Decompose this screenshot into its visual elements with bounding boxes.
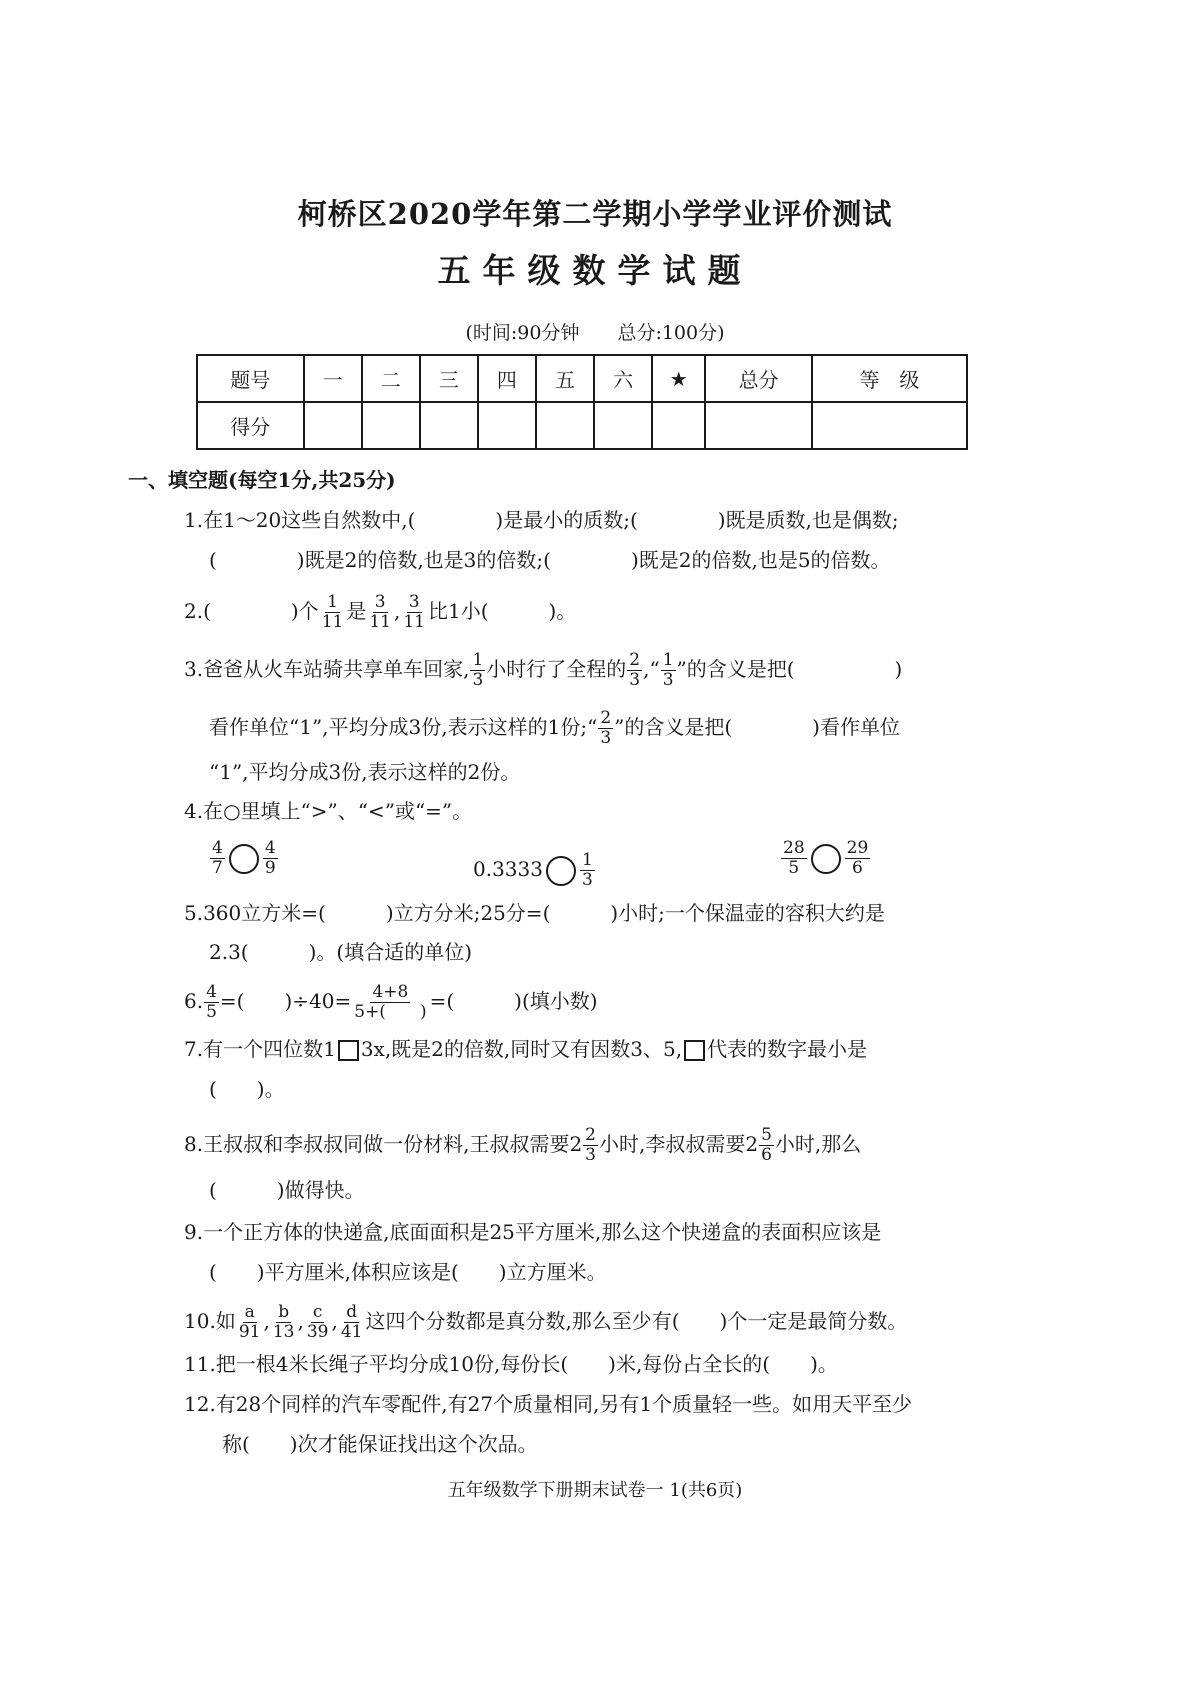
score-blank xyxy=(536,402,594,449)
fraction: $\frac{4}{9}$ xyxy=(264,838,276,878)
question-11: 11.把一根4米长绳子平均分成10份,每份长( )米,每份占全长的( )。 xyxy=(184,1352,838,1376)
question-1-line-1: 1.在1～20这些自然数中,( )是最小的质数;( )既是质数,也是偶数; xyxy=(184,508,899,532)
score-table-header-row xyxy=(197,355,967,402)
exam-subtitle: 五年级数学试题 xyxy=(437,251,753,290)
question-1-line-2: ( )既是2的倍数,也是3的倍数;( )既是2的倍数,也是5的倍数。 xyxy=(209,548,891,572)
question-8-line-2: ( )做得快。 xyxy=(209,1178,365,1202)
fraction: $\frac{5}{6}$ xyxy=(761,1125,772,1165)
score-cell: 一 xyxy=(304,355,362,402)
fraction: $\frac{3}{11}$ xyxy=(403,592,425,632)
question-3-line-2: 看作单位“1”,平均分成3份,表示这样的1份;“ $\frac{2}{3}$ ”的含义是把( )看作单位 xyxy=(209,708,900,748)
exam-title: 柯桥区2020学年第二学期小学学业评价测试 xyxy=(297,197,893,231)
question-12-line-2: 称( )次才能保证找出这个次品。 xyxy=(222,1432,538,1456)
score-blank xyxy=(594,402,652,449)
fraction: $\frac{4}{7}$ xyxy=(212,838,223,878)
score-cell: 四 xyxy=(478,355,536,402)
compare-item-2: 0.3333 $\frac{1}{3}$ xyxy=(473,850,593,890)
fraction: $\frac{1}{3}$ xyxy=(472,650,484,690)
score-table-score-row xyxy=(197,402,967,449)
question-3-line-3: “1”,平均分成3份,表示这样的2份。 xyxy=(209,760,521,784)
fraction: $\frac{1}{3}$ xyxy=(581,850,593,890)
time-info: (时间:90分钟 总分:100分) xyxy=(465,322,725,344)
score-blank xyxy=(362,402,420,449)
blank-box-icon xyxy=(684,1040,705,1061)
fraction: $\frac{4}{5}$ xyxy=(206,982,217,1022)
section-heading: 一、填空题(每空1分,共25分) xyxy=(128,468,396,492)
score-cell: 五 xyxy=(536,355,594,402)
compare-item-1 xyxy=(209,840,279,877)
blank-box-icon xyxy=(338,1040,359,1061)
score-blank xyxy=(812,402,967,449)
score-blank xyxy=(304,402,362,449)
question-9-line-2: ( )平方厘米,体积应该是( )立方厘米。 xyxy=(209,1260,607,1284)
fraction: $\frac{29}{6}$ xyxy=(846,838,869,878)
question-6: 6. $\frac{4}{5}$ =( )÷40= $\frac{4+8}{5+( )}$ =( )(填小数) xyxy=(184,982,598,1022)
question-2: 2.( )个 $\frac{1}{11}$ 是 $\frac{3}{11}$ , $\frac{3}{11}$ 比1小( )。 xyxy=(184,592,577,632)
compare-circle-icon xyxy=(546,856,576,886)
question-7-line-1: 7.有一个四位数1 3x,既是2的倍数,同时又有因数3、5, 代表的数字最小是 xyxy=(184,1037,868,1061)
question-10: 10.如 $\frac{a}{91}$ , $\frac{b}{13}$ , $\frac{c}{39}$ , $\frac{d}{41}$ 这四个分数都是真分数,那么至少有( )个一定是最简分数。 xyxy=(184,1302,908,1342)
score-cell: 等 级 xyxy=(812,355,967,402)
fraction: $\frac{2}{3}$ xyxy=(600,708,612,748)
score-cell: 题号 xyxy=(197,355,304,402)
fraction: $\frac{2}{3}$ xyxy=(629,650,641,690)
fraction: $\frac{28}{5}$ xyxy=(783,838,805,878)
fraction: $\frac{1}{11}$ xyxy=(321,592,344,632)
compare-item-3 xyxy=(780,840,871,877)
fraction: $\frac{1}{3}$ xyxy=(662,650,674,690)
question-5-line-1: 5.360立方米=( )立方分米;25分=( )小时;一个保温壶的容积大约是 xyxy=(184,901,885,925)
score-cell: 二 xyxy=(362,355,420,402)
score-blank xyxy=(420,402,478,449)
question-5-line-2: 2.3( )。(填合适的单位) xyxy=(209,940,473,964)
fraction: $\frac{c}{39}$ xyxy=(306,1302,329,1342)
score-cell: 三 xyxy=(420,355,478,402)
score-blank xyxy=(478,402,536,449)
fraction: $\frac{d}{41}$ xyxy=(340,1302,363,1342)
question-9-line-1: 9.一个正方体的快递盒,底面面积是25平方厘米,那么这个快递盒的表面积应该是 xyxy=(184,1220,882,1244)
star-icon: ★ xyxy=(652,355,705,402)
question-7-line-2: ( )。 xyxy=(209,1077,285,1101)
score-cell: 六 xyxy=(594,355,652,402)
score-table xyxy=(196,354,968,450)
score-blank xyxy=(652,402,705,449)
fraction: $\frac{4+8}{5+( )}$ xyxy=(354,982,427,1022)
compare-circle-icon xyxy=(811,844,841,874)
score-cell: 总分 xyxy=(705,355,812,402)
fraction: $\frac{3}{11}$ xyxy=(369,592,391,632)
fraction: $\frac{b}{13}$ xyxy=(272,1302,295,1342)
question-12-line-1: 12.有28个同样的汽车零配件,有27个质量相同,另有1个质量轻一些。如用天平至少 xyxy=(184,1392,913,1416)
question-4: 4.在○里填上“>”、“<”或“=”。 xyxy=(184,799,473,823)
score-cell: 得分 xyxy=(197,402,304,449)
score-blank xyxy=(705,402,812,449)
fraction: $\frac{a}{91}$ xyxy=(238,1302,261,1342)
compare-circle-icon xyxy=(229,844,259,874)
fraction: $\frac{2}{3}$ xyxy=(585,1125,596,1165)
page-footer: 五年级数学下册期末试卷一 1(共6页) xyxy=(447,1480,743,1501)
question-8-line-1: 8.王叔叔和李叔叔同做一份材料,王叔叔需要2 $\frac{2}{3}$ 小时,李叔叔需要2 $\frac{5}{6}$ 小时,那么 xyxy=(184,1125,862,1165)
question-3-line-1: 3.爸爸从火车站骑共享单车回家, $\frac{1}{3}$ 小时行了全程的 $\frac{2}{3}$ ,“ $\frac{1}{3}$ ”的含义是把( ) xyxy=(184,650,903,690)
